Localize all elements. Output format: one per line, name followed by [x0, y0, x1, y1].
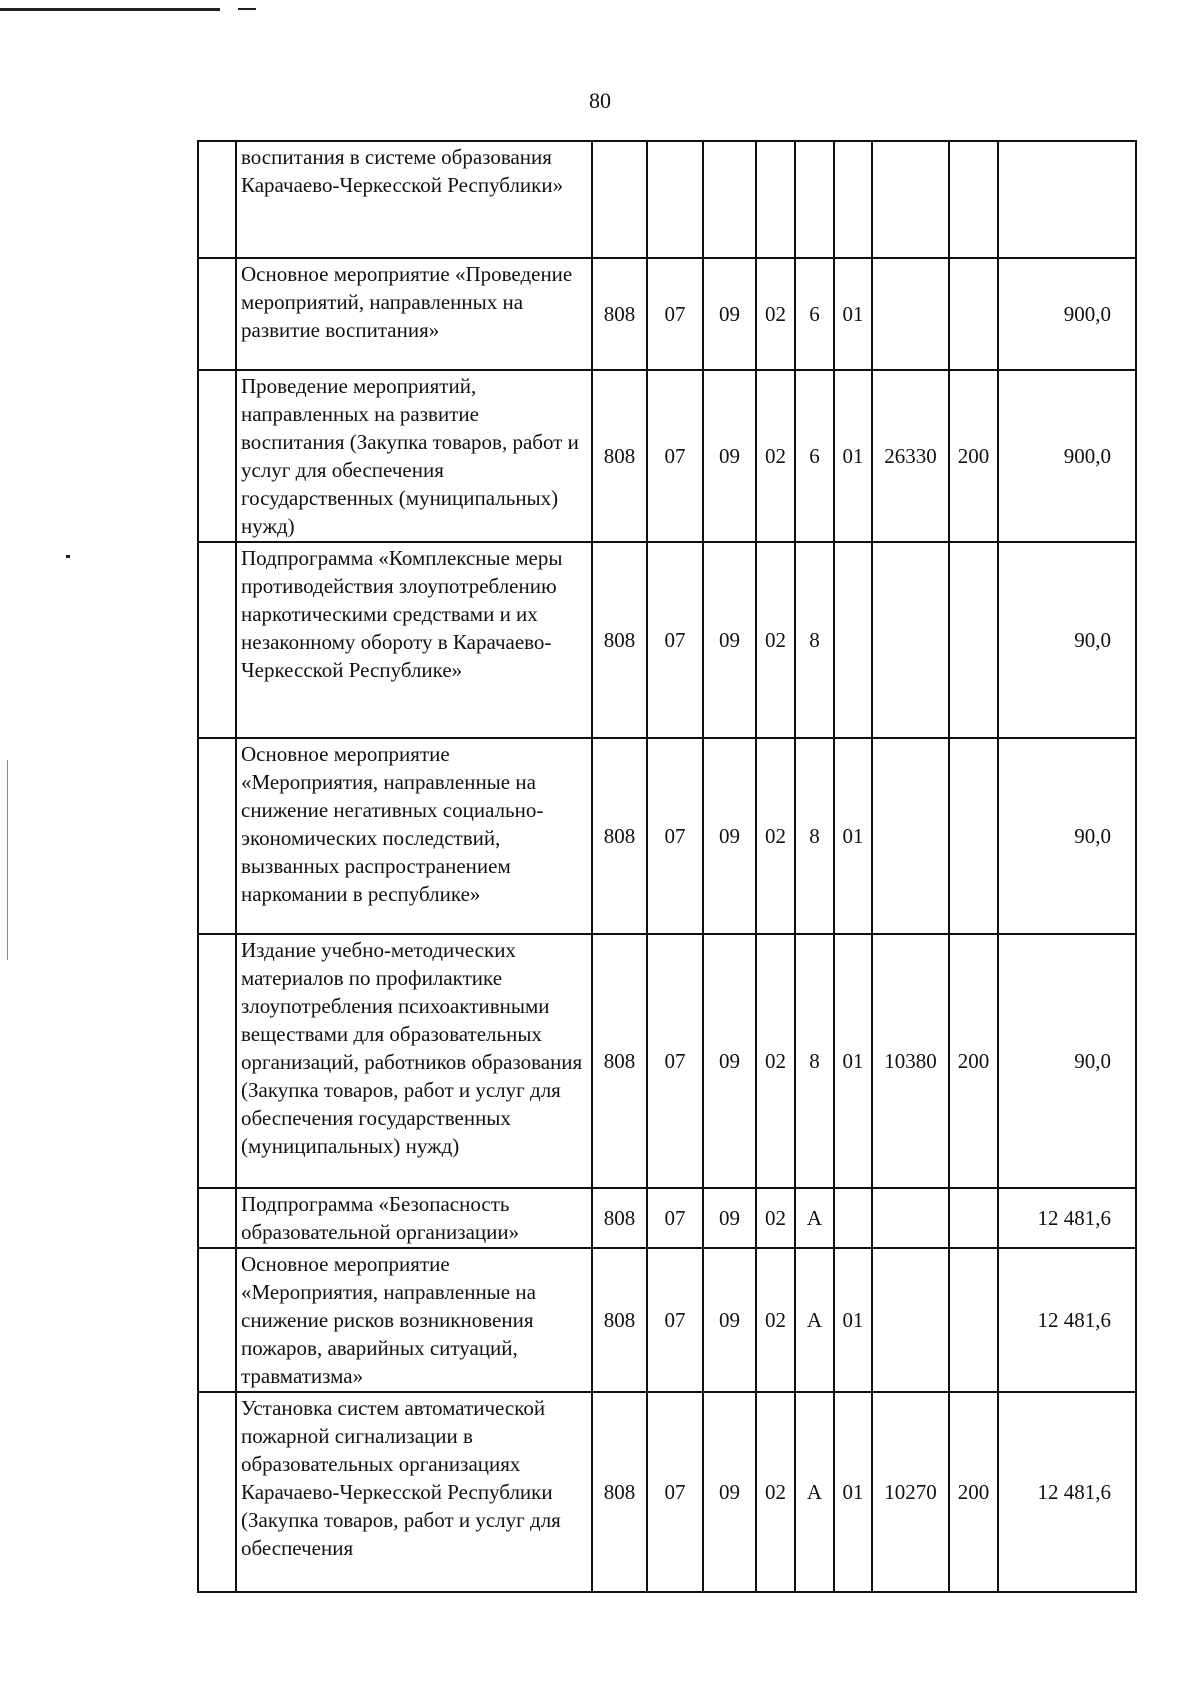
- code-subsection-cell: 09: [703, 934, 756, 1188]
- table-row: [198, 934, 1136, 1188]
- code-section-cell: 07: [647, 1248, 703, 1392]
- code-subprogram-cell: 8: [795, 934, 834, 1188]
- amount-cell: 90,0: [998, 738, 1136, 934]
- row-number-cell: [198, 1392, 236, 1592]
- code-program-cell: 02: [756, 738, 795, 934]
- code-subsection-cell: 09: [703, 1188, 756, 1248]
- code-direction-cell: [872, 141, 949, 258]
- scan-margin-line: [7, 760, 8, 960]
- code-direction-cell: [872, 1188, 949, 1248]
- code-subprogram-cell: А: [795, 1188, 834, 1248]
- table-row: [198, 738, 1136, 934]
- amount-cell: 900,0: [998, 258, 1136, 370]
- row-number-cell: [198, 1248, 236, 1392]
- code-event-cell: 01: [834, 934, 872, 1188]
- code-event-cell: 01: [834, 1392, 872, 1592]
- code-event-cell: 01: [834, 258, 872, 370]
- code-808-cell: 808: [592, 1392, 647, 1592]
- table-row: [198, 1392, 1136, 1592]
- code-direction-cell: [872, 258, 949, 370]
- code-expense-type-cell: 200: [949, 1392, 998, 1592]
- code-direction-cell: 10380: [872, 934, 949, 1188]
- code-808-cell: 808: [592, 934, 647, 1188]
- scan-edge-mark: [0, 8, 220, 11]
- table-row: [198, 1248, 1136, 1392]
- row-number-cell: [198, 141, 236, 258]
- amount-cell: 90,0: [998, 934, 1136, 1188]
- code-expense-type-cell: [949, 1248, 998, 1392]
- code-808-cell: 808: [592, 370, 647, 542]
- code-program-cell: 02: [756, 370, 795, 542]
- code-program-cell: 02: [756, 258, 795, 370]
- code-subsection-cell: 09: [703, 370, 756, 542]
- budget-table: [197, 140, 1137, 1593]
- code-expense-type-cell: [949, 141, 998, 258]
- code-section-cell: [647, 141, 703, 258]
- code-program-cell: 02: [756, 934, 795, 1188]
- code-section-cell: 07: [647, 738, 703, 934]
- code-expense-type-cell: [949, 542, 998, 738]
- code-program-cell: 02: [756, 1188, 795, 1248]
- code-section-cell: 07: [647, 1188, 703, 1248]
- page-number: 80: [589, 88, 611, 113]
- row-name-cell: Проведение мероприятий, направленных на развитие воспитания (Закупка товаров, работ и услуг для обеспечения государственных (муниципальных) нужд): [236, 370, 592, 542]
- amount-cell: 12 481,6: [998, 1392, 1136, 1592]
- row-number-cell: [198, 258, 236, 370]
- code-expense-type-cell: [949, 258, 998, 370]
- code-subsection-cell: 09: [703, 542, 756, 738]
- code-section-cell: 07: [647, 1392, 703, 1592]
- code-808-cell: 808: [592, 1188, 647, 1248]
- code-expense-type-cell: [949, 738, 998, 934]
- code-subprogram-cell: 8: [795, 542, 834, 738]
- code-subprogram-cell: А: [795, 1392, 834, 1592]
- table-row: [198, 141, 1136, 258]
- row-name-cell: Издание учебно-методических материалов по профилактике злоупотребления психоактивными веществами для образовательных организаций, работников образования (Закупка товаров, работ и услуг для обеспечения государственных (муниципальных) нужд): [236, 934, 592, 1188]
- scan-edge-mark-short: [238, 8, 256, 10]
- row-number-cell: [198, 934, 236, 1188]
- code-event-cell: 01: [834, 370, 872, 542]
- code-direction-cell: [872, 542, 949, 738]
- code-event-cell: [834, 542, 872, 738]
- code-direction-cell: 26330: [872, 370, 949, 542]
- code-subprogram-cell: [795, 141, 834, 258]
- row-name-cell: Подпрограмма «Безопасность образовательной организации»: [236, 1188, 592, 1248]
- code-subsection-cell: 09: [703, 258, 756, 370]
- code-808-cell: 808: [592, 1248, 647, 1392]
- row-name-cell: воспитания в системе образования Карачаево-Черкесской Республики»: [236, 141, 592, 258]
- table-row: [198, 542, 1136, 738]
- row-name-cell: Подпрограмма «Комплексные меры противодействия злоупотреблению наркотическими средствами и их незаконному обороту в Карачаево-Черкесской Республике»: [236, 542, 592, 738]
- row-name-cell: Установка систем автоматической пожарной сигнализации в образовательных организациях Карачаево-Черкесской Республики (Закупка товаров, работ и услуг для обеспечения: [236, 1392, 592, 1592]
- code-event-cell: [834, 1188, 872, 1248]
- code-program-cell: 02: [756, 1392, 795, 1592]
- table-row: [198, 1188, 1136, 1248]
- code-808-cell: 808: [592, 258, 647, 370]
- code-section-cell: 07: [647, 542, 703, 738]
- code-section-cell: 07: [647, 370, 703, 542]
- code-subsection-cell: [703, 141, 756, 258]
- code-event-cell: 01: [834, 738, 872, 934]
- code-subprogram-cell: 8: [795, 738, 834, 934]
- code-program-cell: 02: [756, 542, 795, 738]
- table-row: [198, 258, 1136, 370]
- row-number-cell: [198, 738, 236, 934]
- code-808-cell: 808: [592, 738, 647, 934]
- code-event-cell: [834, 141, 872, 258]
- amount-cell: 90,0: [998, 542, 1136, 738]
- code-program-cell: [756, 141, 795, 258]
- code-direction-cell: 10270: [872, 1392, 949, 1592]
- row-number-cell: [198, 542, 236, 738]
- row-name-cell: Основное мероприятие «Проведение мероприятий, направленных на развитие воспитания»: [236, 258, 592, 370]
- row-number-cell: [198, 1188, 236, 1248]
- code-expense-type-cell: [949, 1188, 998, 1248]
- code-subsection-cell: 09: [703, 738, 756, 934]
- table-row: [198, 370, 1136, 542]
- row-name-cell: Основное мероприятие «Мероприятия, направленные на снижение негативных социально-экономических последствий, вызванных распространением наркомании в республике»: [236, 738, 592, 934]
- code-program-cell: 02: [756, 1248, 795, 1392]
- amount-cell: 12 481,6: [998, 1188, 1136, 1248]
- code-808-cell: [592, 141, 647, 258]
- amount-cell: 900,0: [998, 370, 1136, 542]
- code-subprogram-cell: 6: [795, 258, 834, 370]
- code-section-cell: 07: [647, 934, 703, 1188]
- code-808-cell: 808: [592, 542, 647, 738]
- code-section-cell: 07: [647, 258, 703, 370]
- code-expense-type-cell: 200: [949, 370, 998, 542]
- amount-cell: [998, 141, 1136, 258]
- code-direction-cell: [872, 1248, 949, 1392]
- code-expense-type-cell: 200: [949, 934, 998, 1188]
- code-event-cell: 01: [834, 1248, 872, 1392]
- code-subprogram-cell: 6: [795, 370, 834, 542]
- code-subsection-cell: 09: [703, 1392, 756, 1592]
- row-name-cell: Основное мероприятие «Мероприятия, направленные на снижение рисков возникновения пожаров, аварийных ситуаций, травматизма»: [236, 1248, 592, 1392]
- scan-margin-dot: [66, 555, 70, 558]
- row-number-cell: [198, 370, 236, 542]
- code-subsection-cell: 09: [703, 1248, 756, 1392]
- amount-cell: 12 481,6: [998, 1248, 1136, 1392]
- code-subprogram-cell: А: [795, 1248, 834, 1392]
- code-direction-cell: [872, 738, 949, 934]
